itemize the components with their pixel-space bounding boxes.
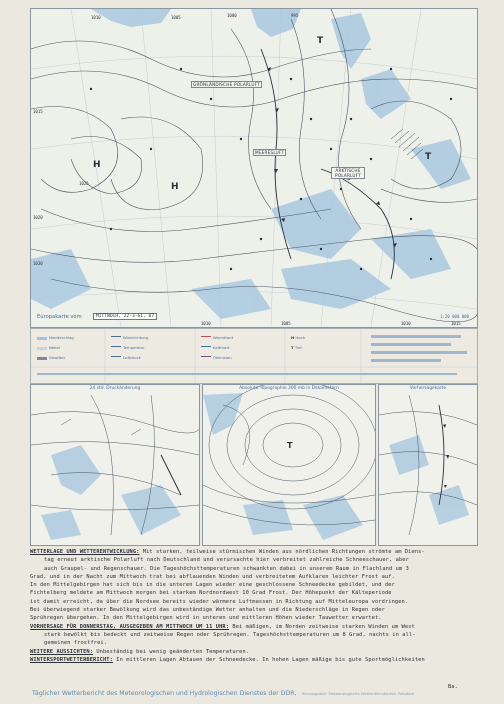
report-line: auch Graupel- und Regenschauer. Die Tageshöchsttemperaturen schwankten dabei in unserem Raum in Flachland um 3 <box>44 565 409 572</box>
svg-text:T: T <box>287 441 293 450</box>
isobar-value: 1005 <box>171 15 181 20</box>
high-icon: H <box>291 335 295 340</box>
legend-item: Niederschlag <box>49 335 74 340</box>
isobar-value: 1000 <box>227 13 237 18</box>
topography-map <box>202 384 376 546</box>
situation-heading: WETTERLAGE UND WETTERENTWICKLUNG: <box>30 549 140 555</box>
air-mass-label-groenland: GRÖNLÄNDISCHE POLARLUFT <box>193 82 260 87</box>
forecast-map <box>378 384 478 546</box>
isobar-value: 1020 <box>33 215 43 220</box>
report-line: Fichtelberg meldete am Mittwoch morgen bei starkem Nordnordwest 10 Grad Frost. Der Höhepunkt der Kälteperiode <box>30 590 392 597</box>
report-line <box>30 623 480 631</box>
winter-sport-heading: WINTERSPORTWETTERBERICHT: <box>30 656 113 663</box>
europe-map-drawing <box>31 9 477 327</box>
map-scale: 1:20 000 000 <box>440 314 469 319</box>
weather-report-text <box>30 548 480 666</box>
report-line: In den Mittelgebirgen hat sich bis in die unteren Lagen wieder eine geschlossene Schneedecke gebildet, und der <box>30 582 395 589</box>
svg-text:H: H <box>93 160 101 170</box>
pressure-change-map <box>30 384 200 546</box>
signature: Ba. <box>448 684 458 690</box>
isobar-value: 1025 <box>79 181 89 186</box>
report-text: Bei mäßigen, im Norden zeitweise starken Winden um West <box>232 623 415 630</box>
isobar-value: 1010 <box>201 321 211 326</box>
legend-item: Okklusion <box>213 355 232 360</box>
report-text: Unbeständig bei wenig geänderten Temperaturen. <box>96 648 249 655</box>
footer <box>32 680 472 699</box>
forecast-drawing <box>379 385 477 545</box>
air-mass-label-meeresluft: MEERESLUFT <box>255 150 285 155</box>
svg-text:H: H <box>171 182 179 192</box>
isobar-value: 1015 <box>33 109 43 114</box>
forecast-heading: VORHERSAGE FÜR DONNERSTAG, AUSGEGEBEN AM MITTWOCH UM 11 UHR: <box>30 623 230 630</box>
topography-title: Absolute Topographie 300 mb in Dekametern <box>239 386 339 391</box>
report-line: tag erneut arktische Polarluft nach Deutschland und verursachte hier verbreitet zahlreiche Schneeschauer, aber <box>44 557 409 564</box>
report-line: Bei überwiegend starker Bewölkung wird das unbeständige Wetter anhalten und die Niederschläge in Regen oder <box>30 607 385 614</box>
isobar-value: 1010 <box>401 321 411 326</box>
legend-item: Tief <box>294 345 302 350</box>
isobar-value: 1005 <box>281 321 291 326</box>
legend-decoration <box>31 329 477 383</box>
footer-small-print: Herausgeber: Meteorologische Wetterdienststelle, Potsdam <box>301 691 415 696</box>
svg-text:T: T <box>425 152 432 162</box>
legend-item: Luftdruck <box>123 355 141 360</box>
map-legend <box>30 328 478 384</box>
legend-item: Kaltfront <box>213 345 230 350</box>
report-text: Mit starken, teilweise stürmischen Winden aus nördlichen Richtungen strömte am Diens- <box>142 549 425 555</box>
report-line <box>30 656 480 664</box>
pressure-change-drawing <box>31 385 199 545</box>
report-line <box>30 648 480 656</box>
outlook-heading: WEITERE AUSSICHTEN: <box>30 648 94 655</box>
forecast-title: Vorhersagekarte <box>409 386 447 391</box>
isobar-value: 1010 <box>91 15 101 20</box>
report-line <box>30 548 480 556</box>
footer-publisher: Täglicher Wetterbericht des Meteorologischen und Hydrologischen Dienstes der DDR, <box>32 690 297 697</box>
legend-item: Gewitter <box>49 355 66 360</box>
pressure-change-title: 24 std. Druckänderung <box>89 386 141 391</box>
report-text: In mittleren Lagen Abtauen der Schneedecke. In hohen Lagen mäßige bis gute Sportmöglichkeiten <box>116 656 425 663</box>
isobar-value: 1015 <box>451 321 461 326</box>
isobar-value: 995 <box>291 13 299 18</box>
legend-item: Nebel <box>49 345 60 350</box>
legend-item: Temperatur <box>123 345 145 350</box>
legend-item: Hoch <box>295 335 306 340</box>
isobar-value: 1030 <box>33 261 43 266</box>
air-mass-label-arktische: ARKTISCHE POLARLUFT <box>331 167 365 179</box>
map-date: MITTWOCH, 22-3-61, 07 <box>93 313 157 320</box>
svg-text:T: T <box>317 36 324 46</box>
report-line: Grad, und in der Nacht zum Mittwoch trat bei abflauenden Winden und verbreitetem Aufklaren leichter Frost auf. <box>30 573 395 580</box>
legend-item: Windrichtung <box>123 335 149 340</box>
report-line: ist damit erreicht, da über die Nordsee bereits wieder wärmere Luftmassen in Richtung auf Mitteleuropa vordringen. <box>30 598 409 605</box>
low-icon: T <box>291 345 294 350</box>
report-line: Sprühregen übergehen. In den Mittelgebirgen wird in unteren und mittleren Höhen wieder Tauwetter erwartet. <box>30 615 382 622</box>
topography-drawing <box>203 385 375 545</box>
map-title: Europakarte vom <box>37 314 82 320</box>
report-line: stark bewölkt bis bedeckt und zeitweise Regen oder Sprühregen. Tageshöchsttemperaturen um 8 Grad, nachts in all- <box>44 631 416 638</box>
report-line: gemeinen frostfrei. <box>44 640 108 647</box>
europe-weather-map <box>30 8 478 328</box>
legend-item: Warmfront <box>213 335 234 340</box>
